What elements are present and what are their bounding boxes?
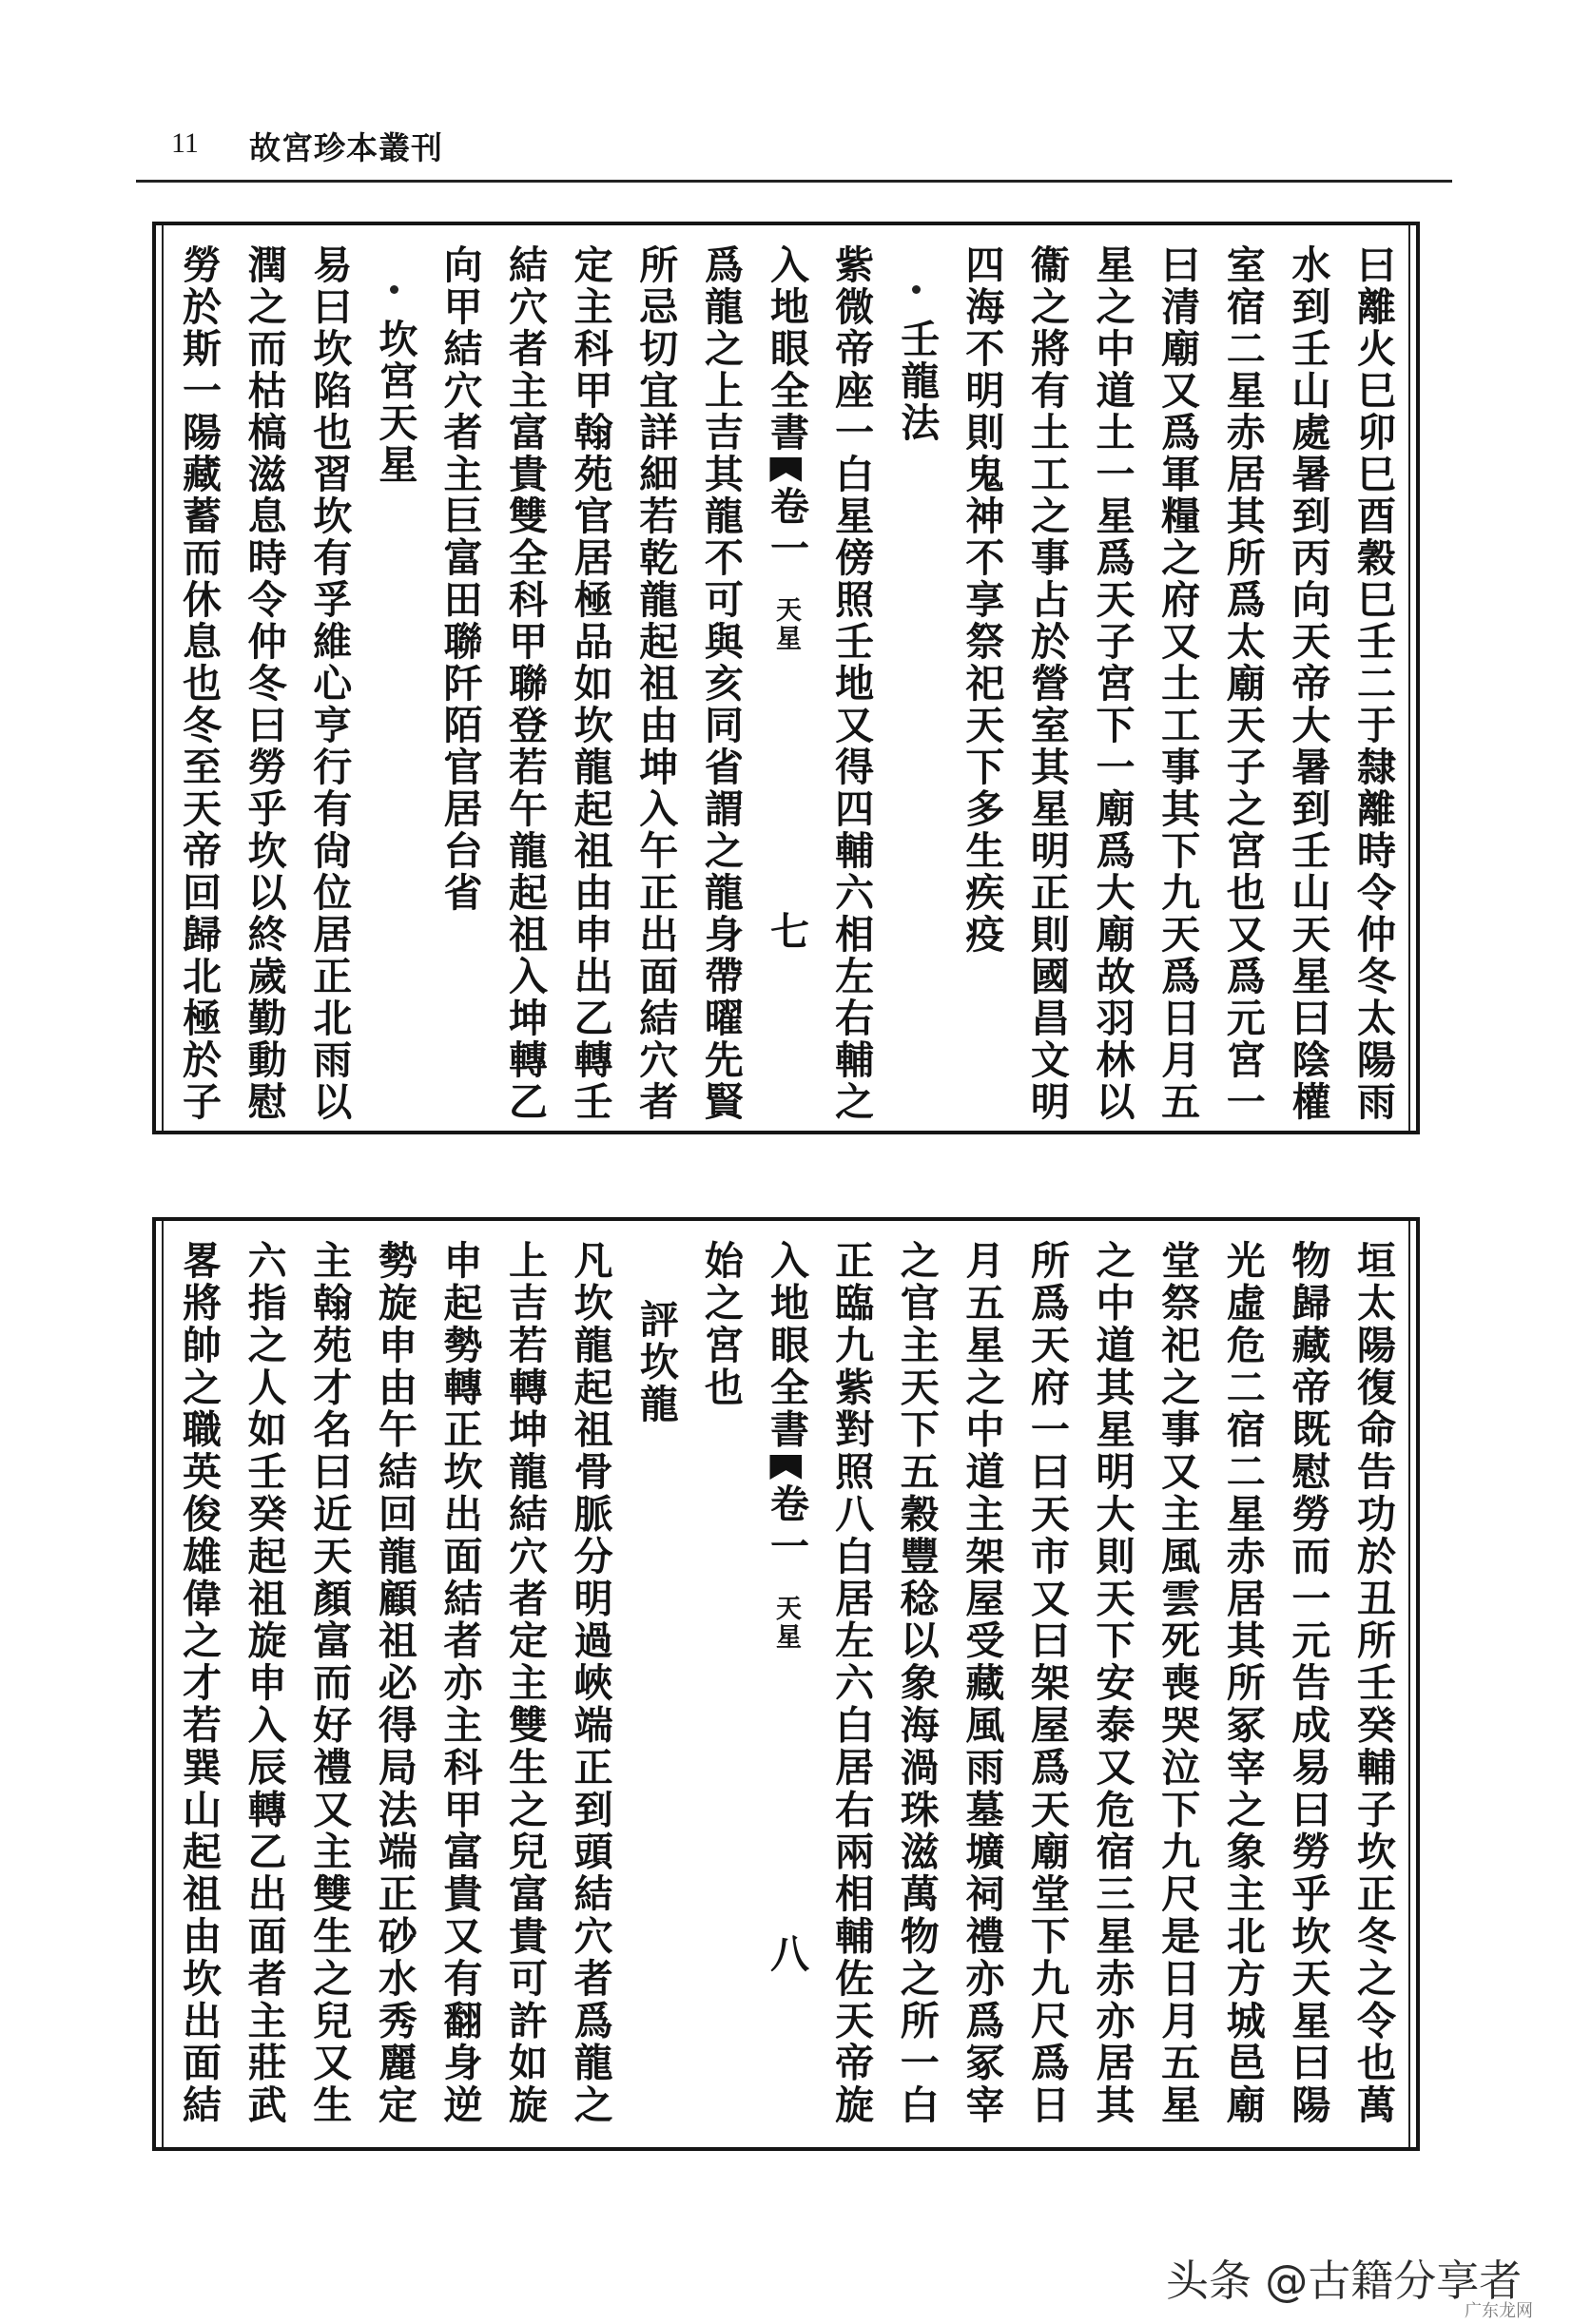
page-number: 11 xyxy=(171,127,199,159)
text-column: 星之中道土一星爲天子宮下一廟爲大廟故羽林以 xyxy=(1089,244,1135,1123)
page-marker xyxy=(753,1240,818,2143)
text-column: 正臨九紫對照八白居左六白居右兩相輔佐天帝旋 xyxy=(828,1240,875,2127)
section-marker-dot xyxy=(912,285,921,294)
text-column: 凡坎龍起祖骨脈分明過峽端正到頭結穴者爲龍之 xyxy=(567,1240,613,2127)
book-title: 入地眼全書 xyxy=(763,244,809,454)
text-column: 垣太陽復命告功於丑所壬癸輔子坎正冬之令也萬 xyxy=(1349,1240,1396,2127)
text-column: 易曰坎陷也習坎有孚維心亨行有尙位居正北雨以 xyxy=(306,244,353,1123)
text-column: 紫微帝座一白星傍照壬地又得四輔六相左右輔之 xyxy=(828,244,875,1123)
column-container xyxy=(166,1240,1406,2143)
volume-label: 卷一 xyxy=(763,1483,809,1568)
series-title: 故宮珍本叢刊 xyxy=(249,129,443,166)
text-column: 申起勢轉正坎出面結者亦主科甲富貴又有翻身逆 xyxy=(437,1240,483,2127)
page-marker xyxy=(753,244,818,1127)
fishtail-mark xyxy=(769,457,802,482)
text-column: 水到壬山處暑到丙向天帝大暑到壬山天星曰陰權 xyxy=(1285,244,1331,1123)
text-column: 光虛危二宿二星赤居其所冢宰之象主北方城邑廟 xyxy=(1219,1240,1266,2127)
text-column: 定主科甲翰苑官居極品如坎龍起祖由申出乙轉壬 xyxy=(567,244,613,1123)
text-column: 所忌切宜詳細若乾龍起祖由坤入午正出面結穴者 xyxy=(632,244,679,1123)
text-column: 結穴者主富貴雙全科甲聯登若午龍起祖入坤轉乙 xyxy=(502,244,549,1123)
watermark-site: 广东龙网 xyxy=(1465,2301,1533,2321)
top-text-block xyxy=(152,222,1420,1134)
section-heading-text: 壬龍法 xyxy=(894,319,941,444)
section-label: 天星 xyxy=(770,596,801,653)
bottom-text-block xyxy=(152,1217,1420,2151)
fishtail-mark xyxy=(769,1455,802,1480)
section-heading xyxy=(623,1240,688,2143)
text-column: 始之宮也 xyxy=(697,1240,744,1409)
header-rule xyxy=(136,180,1452,183)
section-heading-text: 坎宮天星 xyxy=(372,319,418,486)
text-column: 物歸藏帝既慰勞而一元告成易曰勞乎坎天星曰陽 xyxy=(1285,1240,1331,2127)
section-heading xyxy=(884,244,949,1127)
text-column: 潤之而枯槁滋息時令仲冬曰勞乎坎以終歲勤動慰 xyxy=(241,244,287,1123)
watermark-text: 头条 @古籍分享者 xyxy=(1166,2256,1523,2306)
text-column: 畧將帥之職英俊雄偉之才若巽山起祖由坎出面結 xyxy=(176,1240,222,2127)
text-column: 勢旋申由午結回龍顧祖必得局法端正砂水秀麗定 xyxy=(371,1240,417,2127)
text-column: 堂祭祀之事又主風雲死喪哭泣下九尺是日月五星 xyxy=(1155,1240,1201,2127)
text-column: 所爲天府一曰天市又曰架屋爲天廟堂下九尺爲日 xyxy=(1023,1240,1070,2127)
text-column: 六指之人如壬癸起祖旋申入辰轉乙出面者主莊武 xyxy=(241,1240,287,2127)
text-column: 曰清廟又爲軍糧之府又土工事其下九天爲日月五 xyxy=(1155,244,1201,1123)
folio-number: 七 xyxy=(763,911,809,953)
section-label: 天星 xyxy=(770,1594,801,1652)
text-column: 月五星之中道主架屋受藏風雨墓壙祠禮亦爲冢宰 xyxy=(959,1240,1005,2127)
text-column: 室宿二星赤居其所爲太廟天子之宮也又爲元宮一 xyxy=(1219,244,1266,1123)
text-column: 主翰苑才名曰近天顏富而好禮又主雙生之兒又生 xyxy=(306,1240,353,2127)
text-column: 勞於斯一陽藏蓄而休息也冬至天帝回歸北極於子 xyxy=(176,244,222,1123)
folio-number: 八 xyxy=(763,1932,809,1976)
section-marker-dot xyxy=(390,285,398,294)
column-container xyxy=(166,244,1406,1127)
text-column: 衞之將有土工之事占於營室其星明正則國昌文明 xyxy=(1023,244,1070,1123)
text-column: 之中道其星明大則天下安泰又危宿三星赤亦居其 xyxy=(1089,1240,1135,2127)
book-title: 入地眼全書 xyxy=(763,1240,809,1451)
section-heading-text: 評坎龍 xyxy=(632,1299,679,1426)
text-column: 曰離火巳卯巳酉穀巳壬二于隸離時令仲冬太陽雨 xyxy=(1349,244,1396,1123)
text-column: 爲龍之上吉其龍不可與亥同省謂之龍身帶曜先賢 xyxy=(697,244,744,1123)
text-column: 之官主天下五穀豐稔以象海渦珠滋萬物之所一白 xyxy=(893,1240,940,2127)
volume-label: 卷一 xyxy=(763,486,809,570)
section-heading xyxy=(362,244,427,1127)
text-column: 向甲結穴者主巨富田聯阡陌官居台省 xyxy=(437,244,483,914)
text-column: 四海不明則鬼神不享祭祀天下多生疾疫 xyxy=(959,244,1005,956)
text-column: 上吉若轉坤龍結穴者定主雙生之兒富貴可許如旋 xyxy=(502,1240,549,2127)
